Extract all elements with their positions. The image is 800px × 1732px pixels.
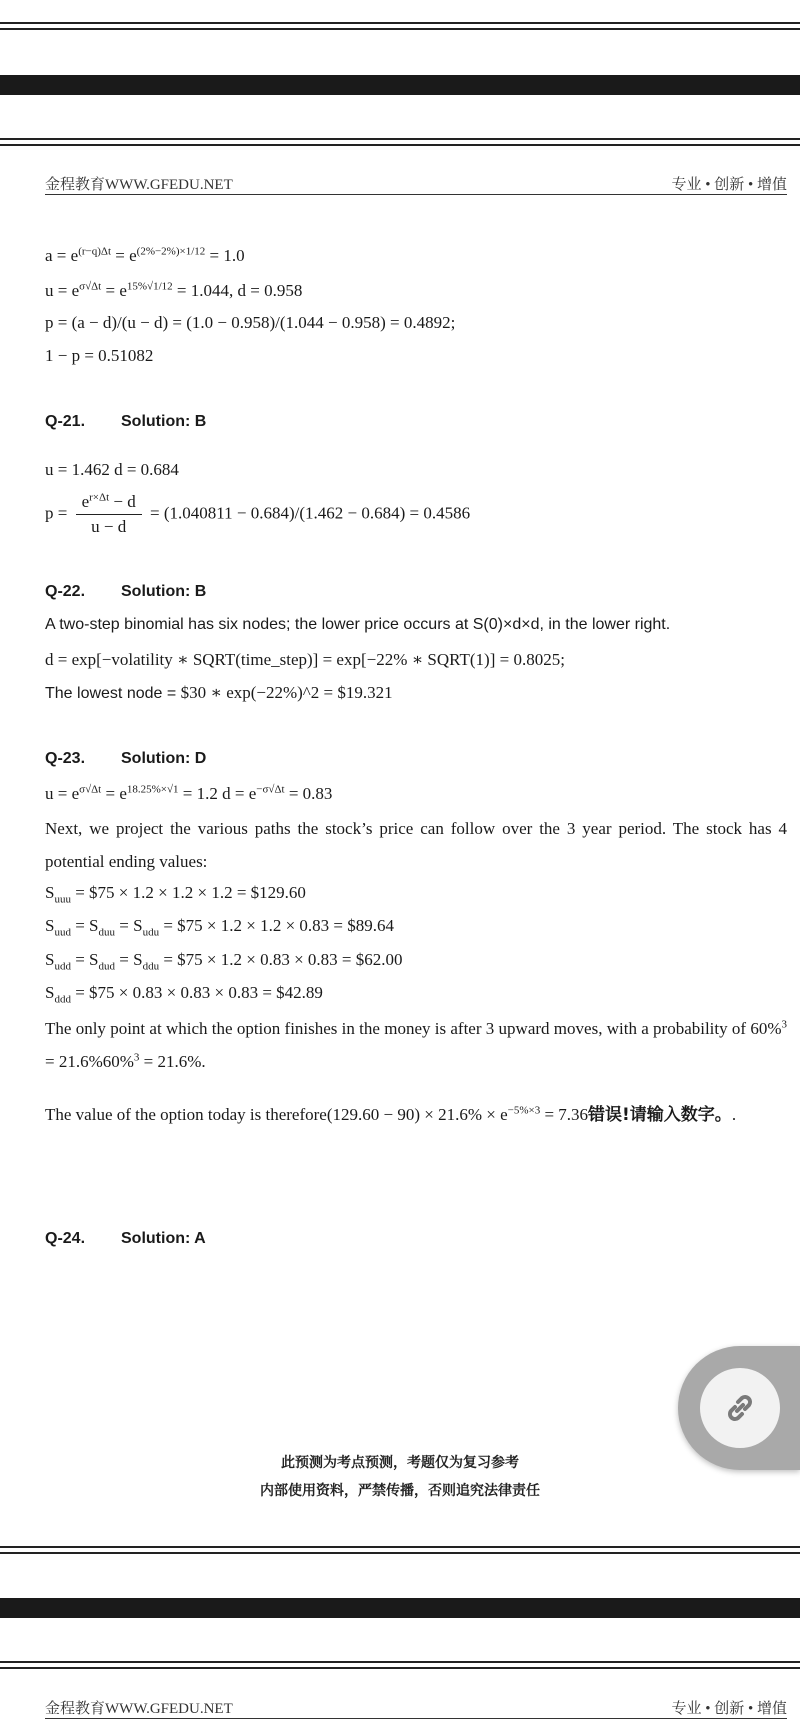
q21-u-d: u = 1.462 d = 0.684	[45, 460, 179, 479]
q22-line2: d = exp[−volatility ∗ SQRT(time_step)] = exp[−22% ∗ SQRT(1)] = 0.8025;	[45, 650, 565, 669]
page-break-band	[0, 1598, 800, 1618]
q23-s-uuu: $S_{uuu}$ = $75 × 1.2 × 1.2 × 1.2 = $129.60	[45, 883, 306, 906]
link-icon	[700, 1368, 780, 1448]
formula-one-minus-p: 1 − p = 0.51082	[45, 346, 154, 365]
page-rule	[0, 1661, 800, 1663]
question-label-23: Q-23.	[45, 750, 86, 767]
header-brand-next: 金程教育WWW.GFEDU.NET	[45, 1701, 233, 1717]
page-break-band	[0, 75, 800, 95]
header-slogan-next: 专业 • 创新 • 增值	[671, 1701, 787, 1717]
page-rule	[0, 138, 800, 140]
q21-p-formula: p = $\frac{e^{r\times\Delta t} - d}{u - d}$ = (1.040811 − 0.684)/(1.462 − 0.684) = 0.4586	[45, 491, 471, 536]
formula-p: p = (a − d)/(u − d) = (1.0 − 0.958)/(1.044 − 0.958) = 0.4892;	[45, 313, 456, 332]
footer-note-1: 此预测为考点预测，考题仅为复习参考	[281, 1455, 519, 1471]
question-label-24: Q-24.	[45, 1230, 86, 1247]
header-slogan: 专业 • 创新 • 增值	[671, 177, 787, 193]
page-rule	[0, 28, 800, 30]
solution-21: Solution: B	[121, 413, 207, 430]
page-rule	[0, 144, 800, 146]
solution-23: Solution: D	[121, 750, 207, 767]
formula-a: $a = e^{(r-q)\Delta t} = e^{(2\%-2\%)\times 1/12} = 1.0$	[45, 245, 245, 265]
formula-u-d: $u = e^{\sigma√\Delta t} = e^{15\%√1/12} = 1.044$, d = 0.958	[45, 280, 303, 300]
q22-line3: The lowest node = $30 ∗ exp(−22%)^2 = $19.321	[45, 683, 393, 702]
header-underline	[45, 194, 787, 195]
question-label-22: Q-22.	[45, 583, 86, 600]
q23-paragraph-3: The value of the option today is therefore(129.60 − $90) \times 21.6\% \times e^{-5\%\times 3} = 7.36$错误!请输入数字。.	[45, 1104, 737, 1125]
page-rule	[0, 1552, 800, 1554]
q21-fraction: $\frac{e^{r\times\Delta t} - d}{u - d}$	[76, 492, 142, 537]
q23-paragraph-1: Next, we project the various paths the stock’s price can follow over the 3 year period. The stock has 4 potential ending values:	[45, 819, 787, 871]
header-brand: 金程教育WWW.GFEDU.NET	[45, 177, 233, 193]
page-rule	[0, 22, 800, 24]
footer-note-2: 内部使用资料，严禁传播，否则追究法律责任	[260, 1483, 540, 1499]
question-label-21: Q-21.	[45, 413, 86, 430]
q23-paragraph-2: The only point at which the option finishes in the money is after 3 upward moves, with a probability of 60%$^3$ = 21.6%60%$^3$ = 21.6%.	[45, 1018, 787, 1071]
q23-s-udd: $S_{udd} = S_{dud} = S_{ddu}$ = $75 × 1.2 × 0.83 × 0.83 = $62.00	[45, 950, 403, 973]
q23-u-d: $u = e^{\sigma√\Delta t} = e^{18.25\%\times√1} = 1.2$ $d = e^{-\sigma√\Delta t} = 0.83$	[45, 783, 333, 803]
solution-24: Solution: A	[121, 1230, 206, 1247]
q23-s-ddd: $S_{ddd}$ = $75 × 0.83 × 0.83 × 0.83 = $42.89	[45, 983, 323, 1006]
solution-22: Solution: B	[121, 583, 207, 600]
header-underline-next	[45, 1718, 787, 1719]
q22-line1: A two-step binomial has six nodes; the lower price occurs at S(0)×d×d, in the lower right.	[45, 616, 671, 633]
q23-s-uud: $S_{uud} = S_{duu} = S_{udu}$ = $75 × 1.2 × 1.2 × 0.83 = $89.64	[45, 916, 394, 939]
page-rule	[0, 1546, 800, 1548]
page-rule	[0, 1667, 800, 1669]
